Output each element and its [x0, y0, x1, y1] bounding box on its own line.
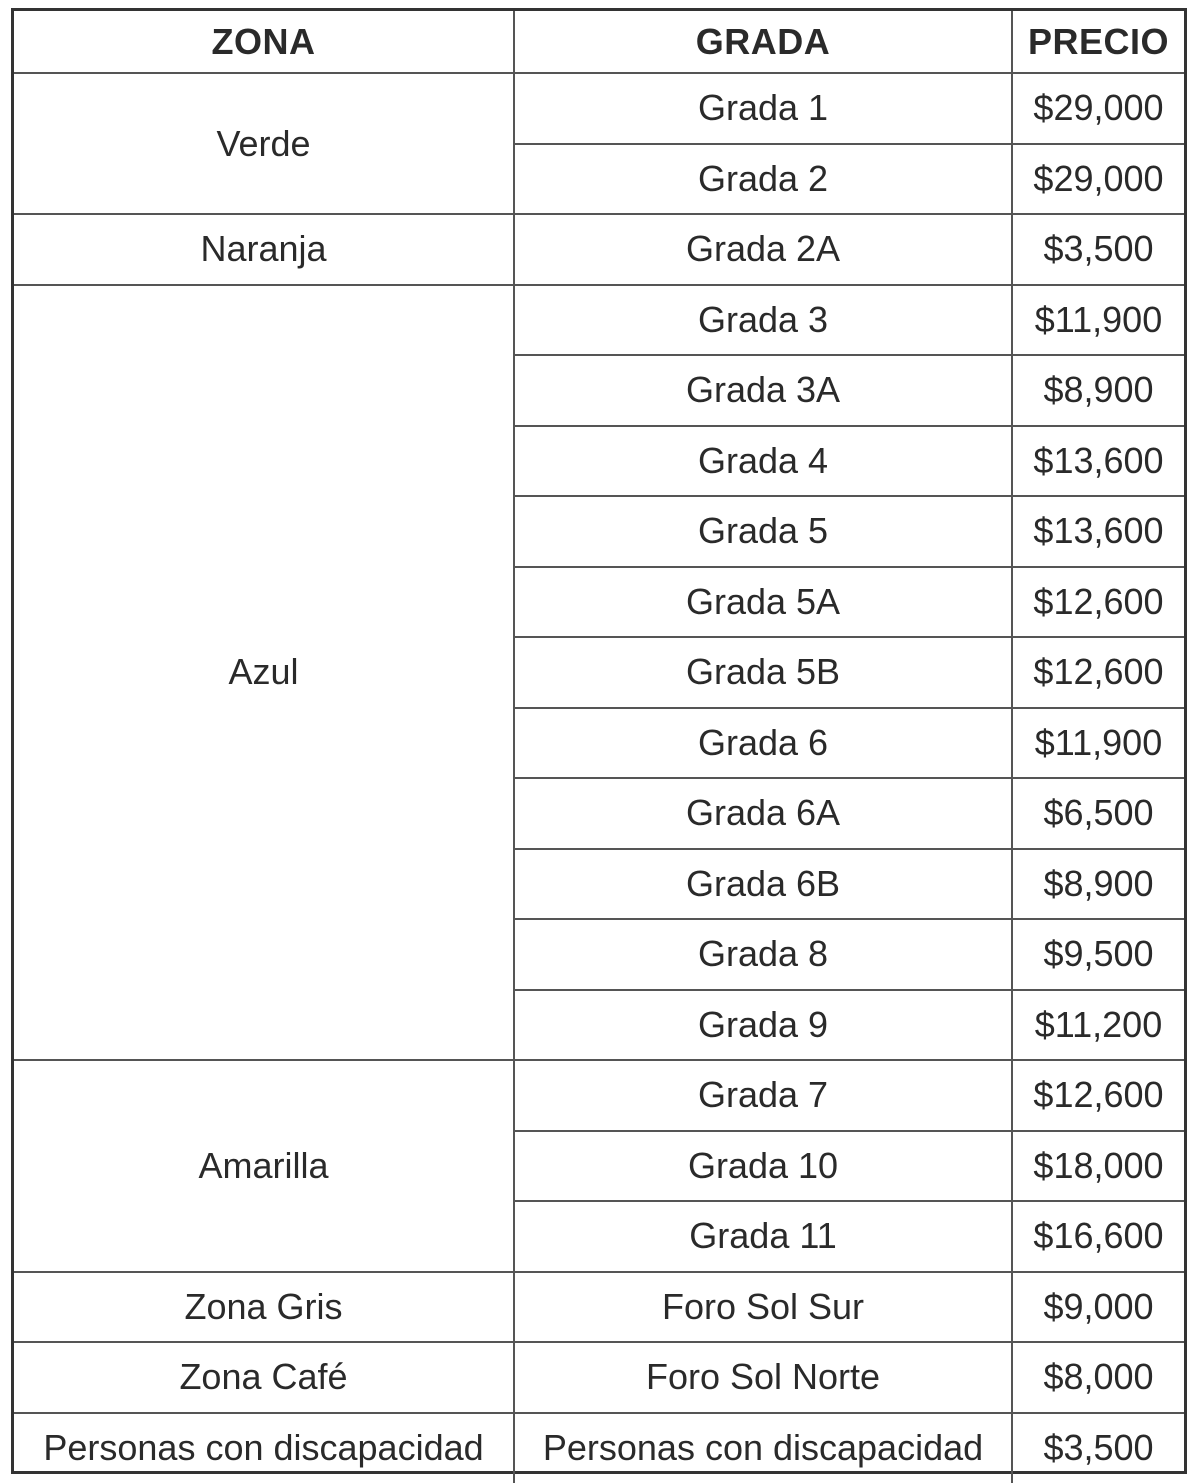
price-table-frame [11, 8, 1187, 1474]
precio-cell: $29,000 [1012, 73, 1184, 144]
grada-cell: Grada 3 [514, 285, 1012, 356]
header-grada: GRADA [514, 11, 1012, 73]
price-table [14, 11, 1184, 1483]
table-body [14, 73, 1184, 1483]
precio-cell: $13,600 [1012, 496, 1184, 567]
grada-cell: Grada 7 [514, 1060, 1012, 1131]
precio-cell: $18,000 [1012, 1131, 1184, 1202]
zona-cell: Naranja [14, 214, 514, 285]
precio-cell: $9,500 [1012, 919, 1184, 990]
precio-cell: $16,600 [1012, 1201, 1184, 1272]
zona-cell: Amarilla [14, 1060, 514, 1272]
header-precio: PRECIO [1012, 11, 1184, 73]
zona-cell: Zona Café [14, 1342, 514, 1413]
grada-cell: Grada 2 [514, 144, 1012, 215]
precio-cell: $9,000 [1012, 1272, 1184, 1343]
grada-cell: Grada 10 [514, 1131, 1012, 1202]
precio-cell: $8,900 [1012, 355, 1184, 426]
table-row [14, 73, 1184, 144]
grada-cell: Grada 6 [514, 708, 1012, 779]
precio-cell: $3,500 [1012, 214, 1184, 285]
grada-cell: Grada 6B [514, 849, 1012, 920]
header-row [14, 11, 1184, 73]
grada-cell: Grada 5B [514, 637, 1012, 708]
grada-cell: Grada 11 [514, 1201, 1012, 1272]
precio-cell: $12,600 [1012, 637, 1184, 708]
table-row [14, 285, 1184, 356]
precio-cell: $3,500 [1012, 1413, 1184, 1483]
grada-cell: Grada 3A [514, 355, 1012, 426]
precio-cell: $13,600 [1012, 426, 1184, 497]
grada-cell: Grada 6A [514, 778, 1012, 849]
header-zona: ZONA [14, 11, 514, 73]
grada-cell: Foro Sol Norte [514, 1342, 1012, 1413]
grada-cell: Personas con discapacidad [514, 1413, 1012, 1483]
zona-cell: Zona Gris [14, 1272, 514, 1343]
precio-cell: $12,600 [1012, 567, 1184, 638]
precio-cell: $8,000 [1012, 1342, 1184, 1413]
grada-cell: Grada 9 [514, 990, 1012, 1061]
zona-cell: Personas con discapacidad [14, 1413, 514, 1483]
table-row [14, 1413, 1184, 1483]
precio-cell: $11,900 [1012, 708, 1184, 779]
grada-cell: Grada 5A [514, 567, 1012, 638]
precio-cell: $8,900 [1012, 849, 1184, 920]
table-row [14, 1342, 1184, 1413]
table-row [14, 214, 1184, 285]
precio-cell: $6,500 [1012, 778, 1184, 849]
grada-cell: Grada 8 [514, 919, 1012, 990]
precio-cell: $12,600 [1012, 1060, 1184, 1131]
grada-cell: Grada 2A [514, 214, 1012, 285]
precio-cell: $11,200 [1012, 990, 1184, 1061]
grada-cell: Grada 5 [514, 496, 1012, 567]
grada-cell: Grada 1 [514, 73, 1012, 144]
grada-cell: Foro Sol Sur [514, 1272, 1012, 1343]
table-row [14, 1060, 1184, 1131]
zona-cell: Verde [14, 73, 514, 214]
grada-cell: Grada 4 [514, 426, 1012, 497]
zona-cell: Azul [14, 285, 514, 1061]
table-row [14, 1272, 1184, 1343]
precio-cell: $29,000 [1012, 144, 1184, 215]
precio-cell: $11,900 [1012, 285, 1184, 356]
